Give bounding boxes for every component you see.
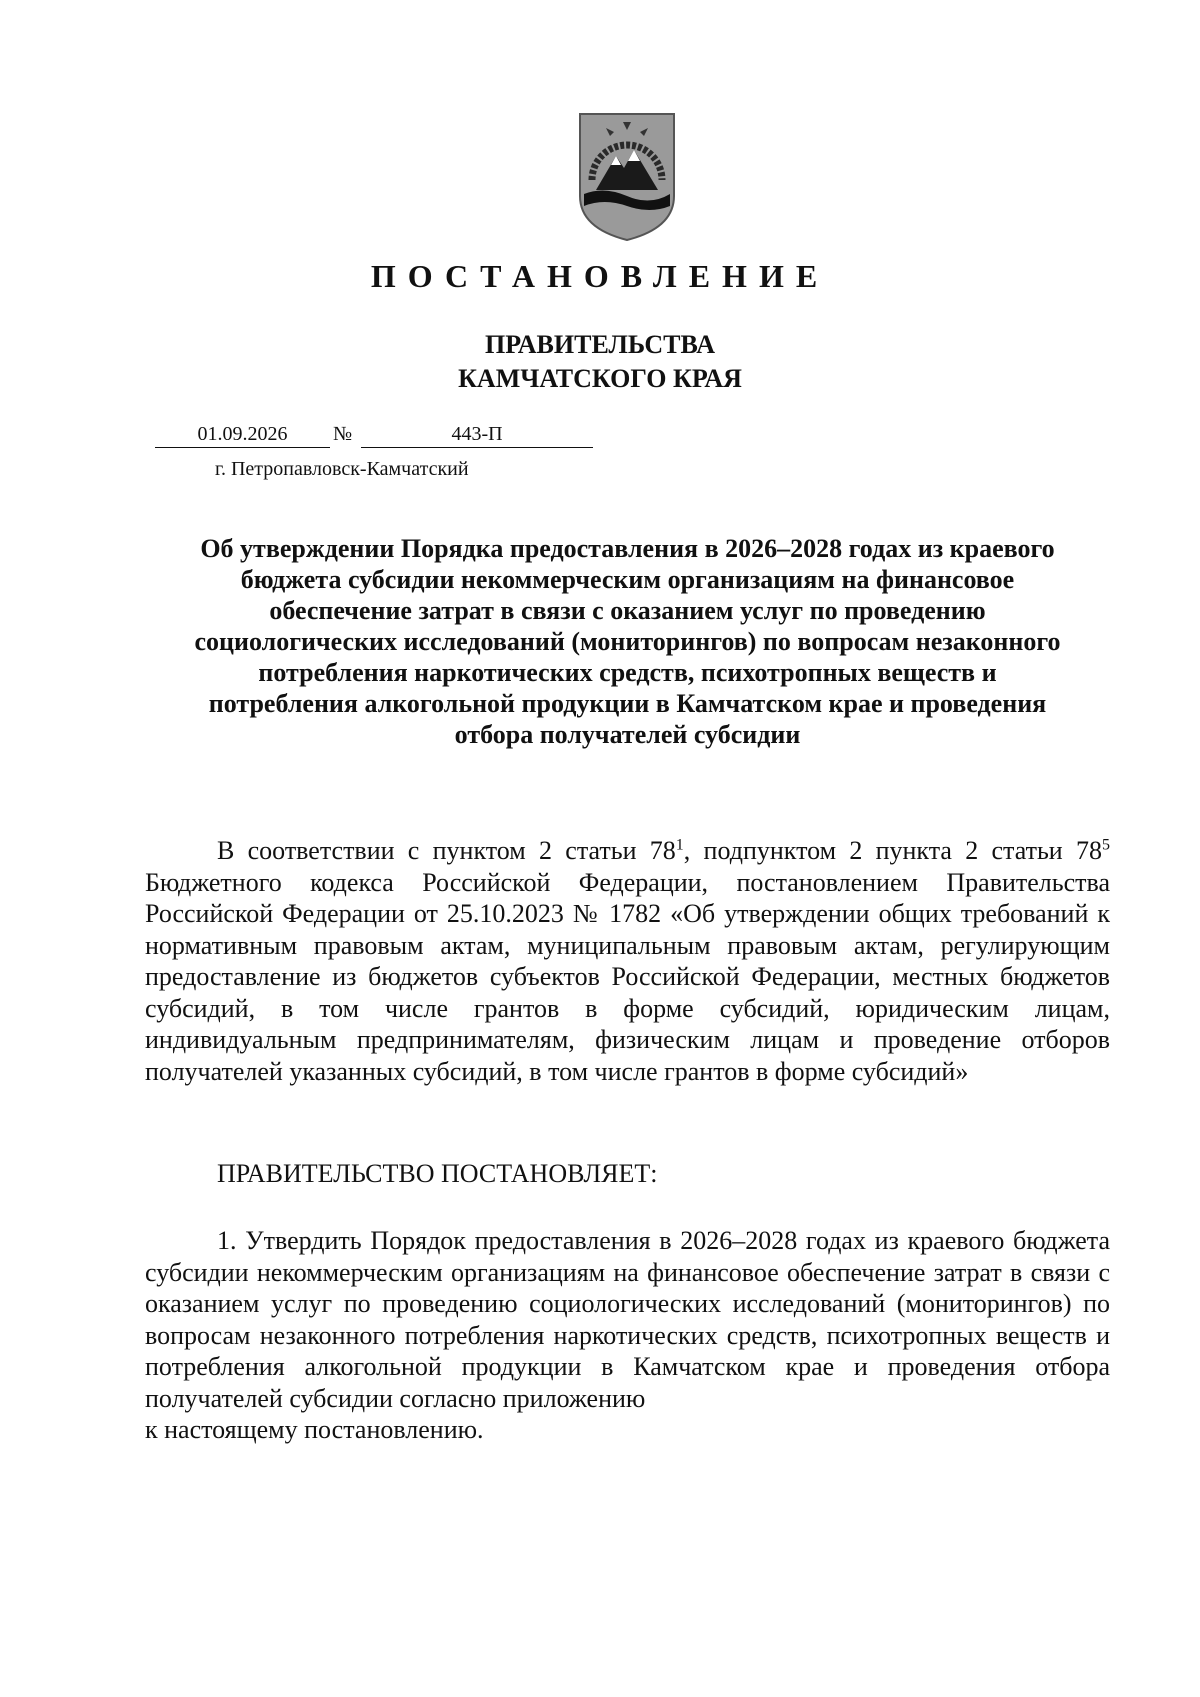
- document-number: 443-П: [361, 421, 593, 448]
- registration-line: [155, 421, 595, 451]
- title-line: потребления наркотических средств, психотропных веществ и: [258, 658, 997, 687]
- document-date: 01.09.2026: [155, 421, 330, 448]
- city-name: г. Петропавловск-Камчатский: [215, 458, 469, 480]
- title-line: потребления алкогольной продукции в Камчатском крае и проведения: [208, 689, 1047, 718]
- title-line: социологических исследований (мониторингов) по вопросам незаконного: [194, 627, 1061, 656]
- issuing-authority: [0, 328, 1200, 396]
- item-1-text: 1. Утвердить Порядок предоставления в 2026–2028 годах из краевого бюджета субсидии некоммерческим организациям на финансовое обеспечение затрат в связи с оказанием услуг по проведению социологических исследований (мониторингов) по вопросам незаконного потребления наркотических средств, психотропных веществ и потребления алкогольной продукции в Камчатском крае и проведения отбора получателей субсидии согласно приложению: [145, 1226, 1110, 1413]
- document-type-heading: ПОСТАНОВЛЕНИЕ: [370, 258, 830, 294]
- authority-line-1: ПРАВИТЕЛЬСТВА: [485, 330, 715, 359]
- title-line: отбора получателей субсидии: [454, 720, 801, 749]
- preamble-text-1: В соответствии с пунктом 2 статьи 78: [217, 836, 676, 865]
- authority-line-2: КАМЧАТСКОГО КРАЯ: [458, 364, 742, 393]
- preamble-text-2: , подпунктом 2 пункта 2 статьи 78: [683, 836, 1102, 865]
- title-line: обеспечение затрат в связи с оказанием услуг по проведению: [269, 596, 986, 625]
- resolution-heading: ПРАВИТЕЛЬСТВО ПОСТАНОВЛЯЕТ:: [217, 1159, 658, 1188]
- preamble-text-3: Бюджетного кодекса Российской Федерации, постановлением Правительства Российской Федерации от 25.10.2023 № 1782 «Об утверждении общих требований к нормативным правовым актам, муниципальным правовым актам, регулирующим предоставление из бюджетов субъектов Российской Федерации, местных бюджетов субсидий, в том числе грантов в форме субсидий, юридическим лицам, индивидуальным предпринимателям, физическим лицам и проведение отборов получателей указанных субсидий, в том числе грантов в форме субсидий»: [145, 867, 1110, 1086]
- preamble-paragraph: [145, 835, 1110, 1087]
- title-line: Об утверждении Порядка предоставления в 2026–2028 годах из краевого: [200, 534, 1055, 563]
- superscript-1: 1: [675, 836, 684, 854]
- item-1-paragraph: [145, 1225, 1110, 1446]
- coat-of-arms-emblem: [574, 110, 680, 242]
- item-1-last-line: к настоящему постановлению.: [145, 1415, 484, 1444]
- title-line: бюджета субсидии некоммерческим организациям на финансовое: [240, 565, 1015, 594]
- number-sign: №: [333, 423, 353, 445]
- document-title: [145, 533, 1110, 750]
- superscript-5: 5: [1102, 836, 1110, 854]
